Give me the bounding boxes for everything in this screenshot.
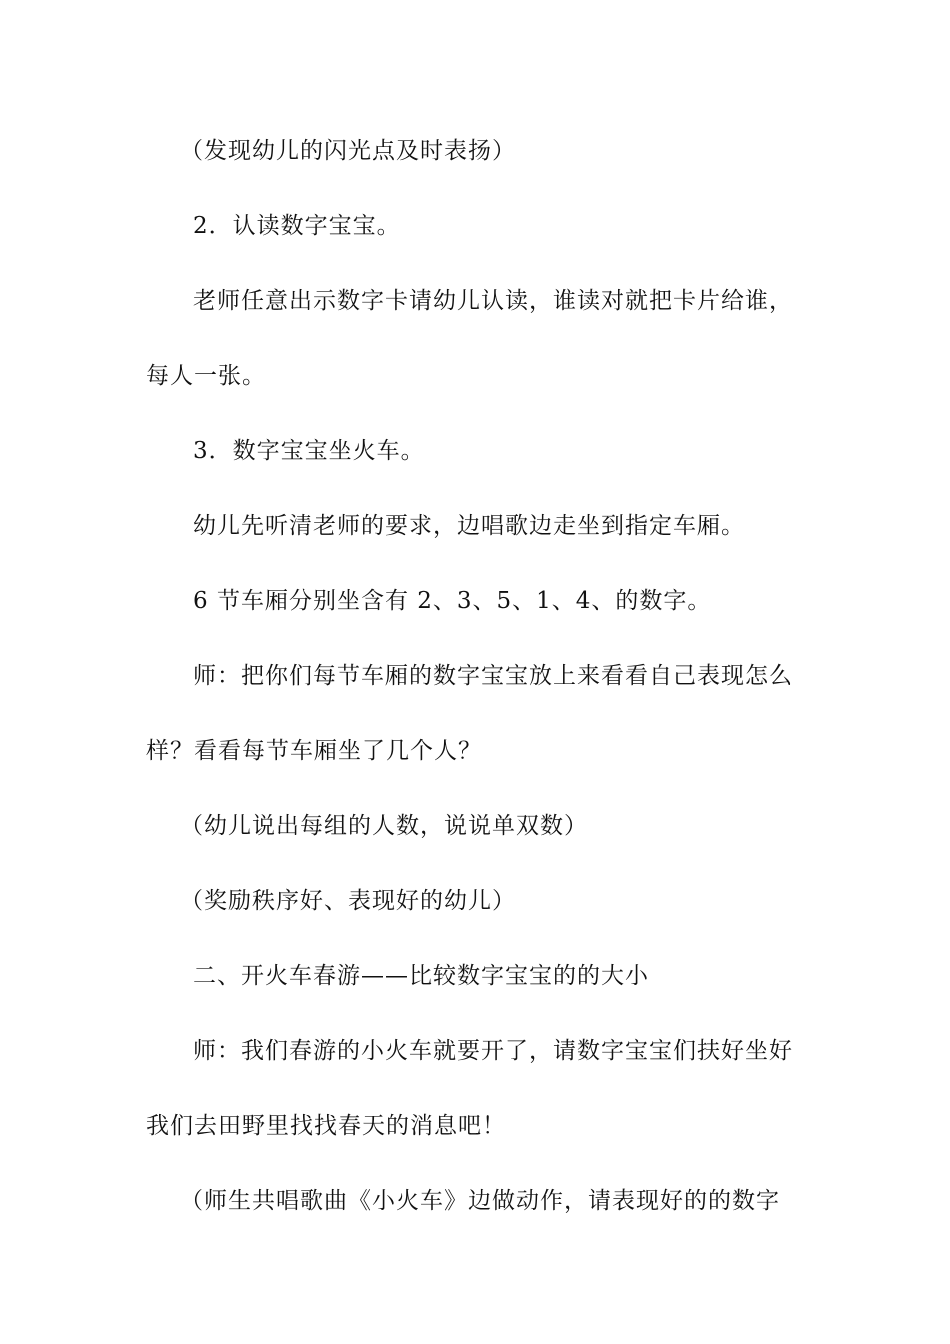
paragraph-train-trip-line-2: 我们去田野里找找春天的消息吧！ [146, 1113, 506, 1139]
paragraph-reward-note: （奖励秩序好、表现好的幼儿） [180, 888, 516, 914]
paragraph-praise-note: （发现幼儿的闪光点及时表扬） [180, 138, 516, 164]
heading-step-2: 2．认读数字宝宝。 [193, 213, 401, 239]
heading-section-2: 二、开火车春游——比较数字宝宝的的大小 [193, 963, 649, 989]
paragraph-song-note: （师生共唱歌曲《小火车》边做动作，请表现好的的数字 [180, 1188, 780, 1214]
paragraph-listen-requirements: 幼儿先听清老师的要求，边唱歌边走坐到指定车厢。 [193, 513, 745, 539]
paragraph-teacher-question-line-1: 师：把你们每节车厢的数字宝宝放上来看看自己表现怎么 [193, 663, 793, 689]
paragraph-teacher-cards-line-2: 每人一张。 [146, 363, 266, 389]
paragraph-train-trip-line-1: 师：我们春游的小火车就要开了，请数字宝宝们扶好坐好 [193, 1038, 793, 1064]
heading-step-3: 3．数字宝宝坐火车。 [193, 438, 425, 464]
paragraph-teacher-question-line-2: 样？看看每节车厢坐了几个人？ [146, 738, 482, 764]
paragraph-teacher-cards-line-1: 老师任意出示数字卡请幼儿认读，谁读对就把卡片给谁， [193, 288, 793, 314]
paragraph-six-carriages: 6 节车厢分别坐含有 2、3、5、1、4、的数字。 [193, 588, 712, 614]
paragraph-children-count-note: （幼儿说出每组的人数，说说单双数） [180, 813, 588, 839]
